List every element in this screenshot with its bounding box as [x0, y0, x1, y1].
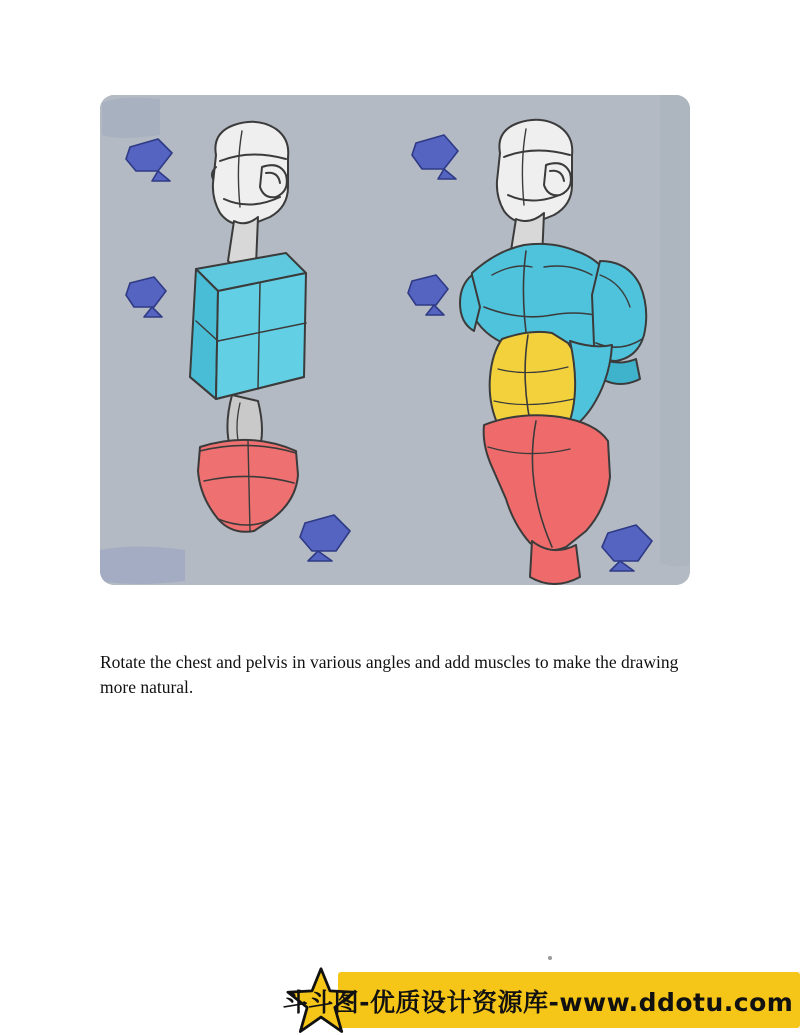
- watermark-text: 斗斗图-优质设计资源库-www.ddotu.com: [282, 987, 794, 1017]
- left-figure-head: [212, 122, 288, 225]
- watermark-dot: [548, 956, 552, 960]
- left-figure-chest-box: [190, 253, 306, 399]
- background-patch-top-left: [102, 98, 160, 138]
- right-figure-head: [497, 120, 572, 223]
- illustration: [100, 95, 690, 585]
- illustration-artwork: [100, 95, 690, 585]
- background-patch-right: [660, 95, 690, 567]
- background-patch-bottom-left: [100, 547, 185, 585]
- footer-watermark: [276, 966, 800, 1035]
- figure-caption: Rotate the chest and pelvis in various angles and add muscles to make the drawing more natural.: [100, 651, 679, 697]
